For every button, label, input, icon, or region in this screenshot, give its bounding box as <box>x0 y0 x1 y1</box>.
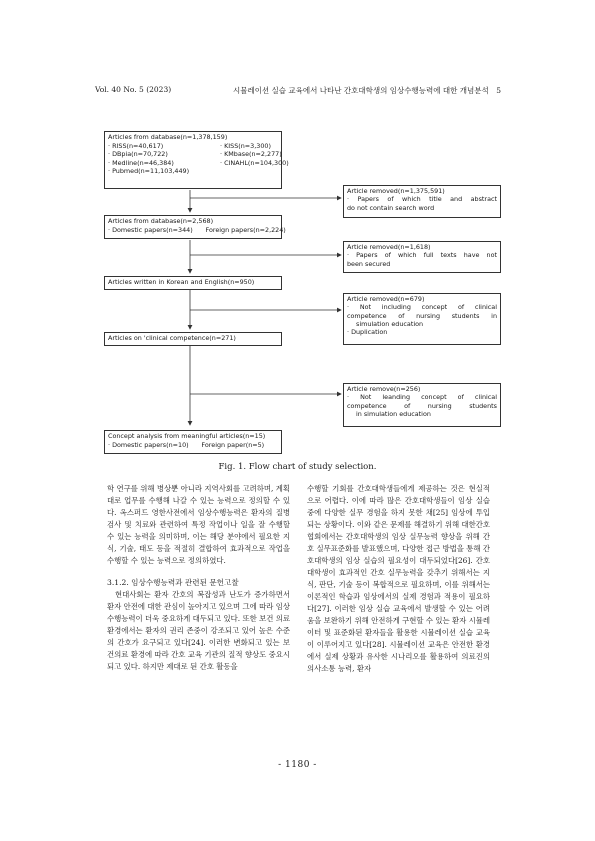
page-number: - 1180 - <box>278 760 317 770</box>
removed2-line-1: · Papers of which full texts have not <box>347 251 497 260</box>
box-removed-4 <box>343 383 501 427</box>
right-paragraph: 수행할 기회를 간호대학생들에게 제공하는 것은 현실적으로 어렵다. 이에 따라 많은 간호대학생들이 임상 실습 중에 다양한 실무 경험을 하지 못한 채[25] 임상에 투입되는 상황이다. 이와 같은 문제를 해결하기 위해 대한간호협회에서는 간호대학생의 임상 실무능력 향상을 위해 간호 실무표준화를 발표했으며, 다양한 접근 방법을 통해 간호대학생의 임상 실습의 필요성이 대두되었다[26]. 간호대학생이 효과적인 간호 실무능력을 갖추기 위해서는 지식, 판단, 기술 등이 복합적으로 필요하며, 이를 위해서는 이론적인 학습과 임상에서의 실제 경험과 적용이 필요하다[27]. 이러한 임상 실습 교육에서 발생할 수 있는 어려움을 보완하기 위해 안전하게 구현할 수 있는 환자 시뮬레이터 및 표준화된 환자들을 활용한 시뮬레이션 실습 교육이 이루어지고 있다[28]. 시뮬레이션 교육은 안전한 환경에서 실제 상황과 유사한 시나리오를 활용하여 의료진의 의사소통 능력, 환자 <box>307 484 491 673</box>
box-korean-english <box>104 276 282 290</box>
box-articles-2568 <box>104 215 286 239</box>
db-dbpia: · DBpia(n=70,722) <box>108 150 168 159</box>
removed3-title: Article removed(n=679) <box>347 295 425 303</box>
db-pubmed: · Pubmed(n=11,103,449) <box>108 167 190 176</box>
box5-split: · Domestic papers(n=10) Foreign paper(n=5) <box>108 440 265 449</box>
box-removed-1 <box>343 185 501 218</box>
removed3-line-3: simulation education <box>356 319 424 328</box>
box-clinical-competence <box>104 332 282 346</box>
box-articles-from-database <box>104 131 289 189</box>
box-removed-2 <box>343 241 501 273</box>
box4-title: Articles on 'clinical competence(n=271) <box>108 334 236 342</box>
removed3-line-1: · Not including concept of clinical <box>347 303 497 312</box>
db-cinahl: · CINAHL(n=104,300) <box>220 158 289 167</box>
left-paragraph-2: 현대사회는 환자 간호의 복잡성과 난도가 증가하면서 환자 안전에 대한 관심이 높아지고 있으며 그에 따라 임상수행능력이 더욱 중요하게 대두되고 있다. 또한 보건 의료 환경에서는 환자의 권리 존중이 강조되고 있어 높은 수준의 간호가 요구되고 있다[24]. 이러한 변화되고 있는 보건의료 환경에 따라 간호 교육 기관의 질적 향상도 중요시되고 있다. 하지만 제대로 된 간호 활동을 <box>107 590 291 671</box>
box1-title: Articles from database(n=1,378,159) <box>108 133 228 141</box>
body-column-left <box>107 483 290 673</box>
removed1-line-1: · Papers of which title and abstract <box>347 195 497 204</box>
removed1-title: Article removed(n=1,375,591) <box>347 187 445 195</box>
removed2-title: Article removed(n=1,618) <box>347 243 431 251</box>
removed3-line-2: competence of nursing students in <box>347 311 497 320</box>
left-paragraph-1: 학 연구를 위해 병상뿐 아니라 지역사회를 고려하며, 계획대로 업무를 수행해 나갈 수 있는 능력으로 정의할 수 있다. 옥스퍼드 영한사전에서 임상수행능력은 환자의 질병 검사 및 치료와 관련하여 특정 작업이나 일을 잘 수행할 수 있는 능력을 의미하며, 이는 해당 분야에서 필요한 지식, 기술, 태도 등을 적절히 결합하여 효과적으로 작업을 수행할 수 있는 능력으로 정의하였다. <box>107 484 291 565</box>
box-concept-analysis <box>104 430 282 454</box>
db-kiss: · KISS(n=3,300) <box>220 141 271 150</box>
db-kmbase: · KMbase(n=2,277) <box>220 150 282 159</box>
removed4-line-3: in simulation education <box>356 409 431 418</box>
running-header-title: 시뮬레이션 실습 교육에서 나타난 간호대학생의 임상수행능력에 대한 개념분석 5 <box>232 86 501 95</box>
removed2-line-2: been secured <box>347 259 391 268</box>
removed3-line-4: · Duplication <box>347 328 388 337</box>
box2-title: Articles from database(n=2,568) <box>108 217 214 225</box>
db-medline: · Medline(n=46,384) <box>108 158 174 167</box>
section-heading-3-1-2: 3.1.2. 임상수행능력과 관련된 문헌고찰 <box>107 578 239 587</box>
box-removed-3 <box>343 293 501 345</box>
box2-split: · Domestic papers(n=344) Foreign papers(n=2,224) <box>108 225 286 234</box>
removed4-line-2: competence of nursing students <box>347 401 497 410</box>
running-header-volume: Vol. 40 No. 5 (2023) <box>95 85 172 94</box>
box3-title: Articles written in Korean and English(n=950) <box>108 278 255 286</box>
removed4-title: Article remove(n=256) <box>347 385 421 393</box>
removed1-line-2: do not contain search word <box>347 203 435 212</box>
figure-caption: Fig. 1. Flow chart of study selection. <box>218 462 377 472</box>
removed4-line-1: · Not leanding concept of clinical <box>347 393 497 402</box>
body-column-right <box>307 483 490 675</box>
box5-title: Concept analysis from meaningful articles(n=15) <box>108 432 266 440</box>
db-riss: · RISS(n=40,617) <box>108 141 164 150</box>
